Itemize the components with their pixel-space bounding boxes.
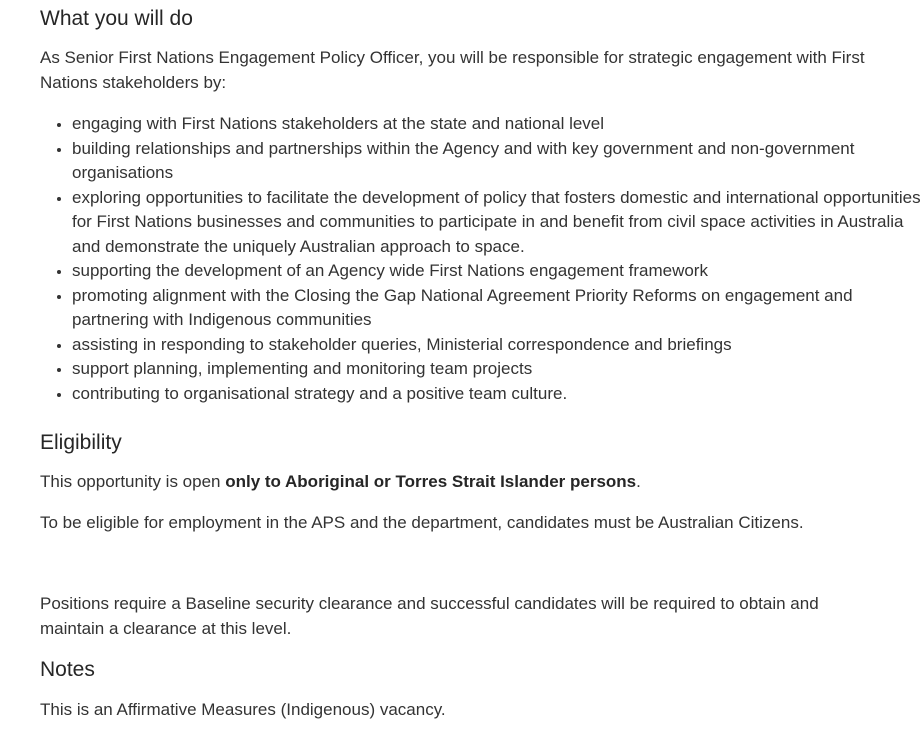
list-item: • exploring opportunities to facilitate the development of policy that fosters domestic and international opportunities for First Nations businesses and communities to participate in and benefit from civil space activities in Australia and demonstrate the uniquely Australian approach to space. xyxy=(72,186,921,260)
section-heading-what-you-will-do: What you will do xyxy=(40,7,193,30)
list-item: • assisting in responding to stakeholder queries, Ministerial correspondence and briefings xyxy=(72,333,921,358)
section-heading-notes: Notes xyxy=(40,658,95,681)
list-item: • promoting alignment with the Closing the Gap National Agreement Priority Reforms on engagement and partnering with Indigenous communities xyxy=(72,284,921,333)
section-heading-eligibility: Eligibility xyxy=(40,431,122,454)
eligibility-open-bold: only to Aboriginal or Torres Strait Islander persons xyxy=(225,472,637,491)
eligibility-open-suffix: . xyxy=(636,472,641,491)
clearance-paragraph: Positions require a Baseline security clearance and successful candidates will be required to obtain and maintain a clearance at this level. xyxy=(40,594,819,638)
list-item: • building relationships and partnerships within the Agency and with key government and non-government organisations xyxy=(72,137,921,186)
list-item: • contributing to organisational strategy and a positive team culture. xyxy=(72,382,921,407)
eligibility-open-paragraph xyxy=(40,470,890,495)
notes-paragraph: This is an Affirmative Measures (Indigenous) vacancy. xyxy=(40,700,446,719)
responsibilities-list xyxy=(40,112,921,406)
list-item: • supporting the development of an Agency wide First Nations engagement framework xyxy=(72,259,921,284)
list-item: • engaging with First Nations stakeholders at the state and national level xyxy=(72,112,921,137)
role-intro-paragraph: As Senior First Nations Engagement Policy Officer, you will be responsible for strategic engagement with First Nations stakeholders by: xyxy=(40,48,865,92)
citizenship-paragraph: To be eligible for employment in the APS and the department, candidates must be Australian Citizens. xyxy=(40,513,804,532)
list-item: • support planning, implementing and monitoring team projects xyxy=(72,357,921,382)
eligibility-open-prefix: This opportunity is open xyxy=(40,472,226,491)
